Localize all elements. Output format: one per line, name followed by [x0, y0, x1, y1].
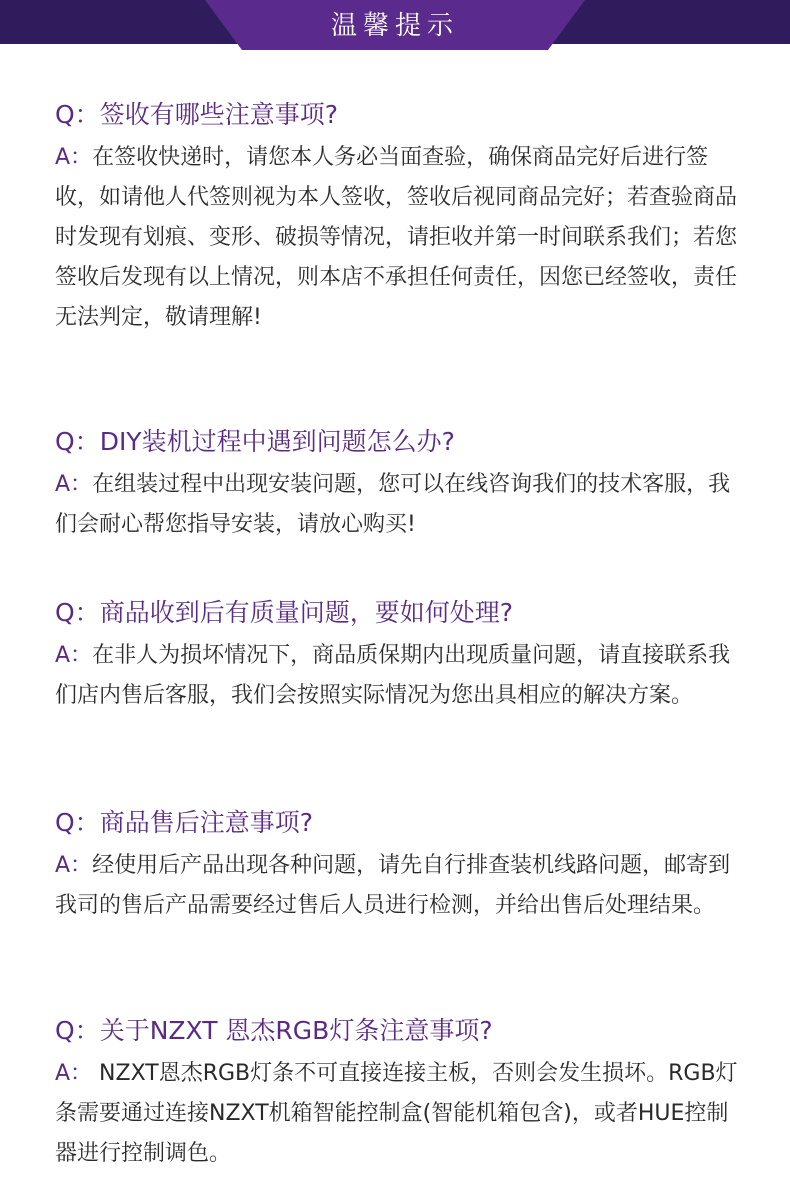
question-text: 签收有哪些注意事项? — [99, 100, 338, 129]
faq-item-rgb-strip — [55, 1014, 745, 1174]
question-prefix: Q： — [55, 100, 100, 129]
header-banner — [0, 0, 790, 52]
faq-item-diy — [55, 425, 745, 545]
faq-answer — [55, 138, 745, 338]
faq-question — [55, 98, 745, 132]
faq-question — [55, 425, 745, 459]
faq-item-signing — [55, 98, 745, 338]
answer-prefix: A： — [55, 643, 93, 668]
answer-text: 在签收快递时，请您本人务必当面查验，确保商品完好后进行签收，如请他人代签则视为本人签收，签收后视同商品完好；若查验商品时发现有划痕、变形、破损等情况，请拒收并第一时间联系我们；若您签收后发现有以上情况，则本店不承担任何责任，因您已经签收，责任无法判定，敬请理解! — [55, 145, 738, 330]
answer-prefix: A： — [55, 472, 93, 497]
answer-prefix: A： — [55, 145, 93, 170]
page-title: 温馨提示 — [330, 11, 459, 41]
faq-item-quality — [55, 596, 745, 716]
question-prefix: Q： — [55, 808, 100, 837]
question-prefix: Q： — [55, 598, 100, 627]
answer-prefix: A： — [55, 853, 93, 878]
faq-question — [55, 1014, 745, 1048]
question-text: DIY装机过程中遇到问题怎么办? — [99, 427, 455, 456]
faq-answer — [55, 465, 745, 545]
question-prefix: Q： — [55, 427, 100, 456]
faq-answer — [55, 636, 745, 716]
answer-text: 在非人为损坏情况下，商品质保期内出现质量问题，请直接联系我们店内售后客服，我们会按照实际情况为您出具相应的解决方案。 — [55, 643, 731, 708]
question-text: 商品收到后有质量问题，要如何处理? — [99, 598, 513, 627]
answer-text: NZXT恩杰RGB灯条不可直接连接主板，否则会发生损坏。RGB灯条需要通过连接NZXT机箱智能控制盒(智能机箱包含)，或者HUE控制器进行控制调色。 — [55, 1061, 738, 1166]
answer-text: 在组装过程中出现安装问题，您可以在线咨询我们的技术客服，我们会耐心帮您指导安装，请放心购买! — [55, 472, 731, 537]
faq-item-after-sales — [55, 806, 745, 926]
question-text: 关于NZXT 恩杰RGB灯条注意事项? — [99, 1016, 493, 1045]
question-prefix: Q： — [55, 1016, 100, 1045]
faq-question — [55, 596, 745, 630]
question-text: 商品售后注意事项? — [99, 808, 313, 837]
faq-question — [55, 806, 745, 840]
faq-answer — [55, 1054, 745, 1174]
faq-answer — [55, 846, 745, 926]
answer-text: 经使用后产品出现各种问题，请先自行排查装机线路问题，邮寄到我司的售后产品需要经过售后人员进行检测，并给出售后处理结果。 — [55, 853, 731, 918]
answer-prefix: A： — [55, 1061, 93, 1086]
